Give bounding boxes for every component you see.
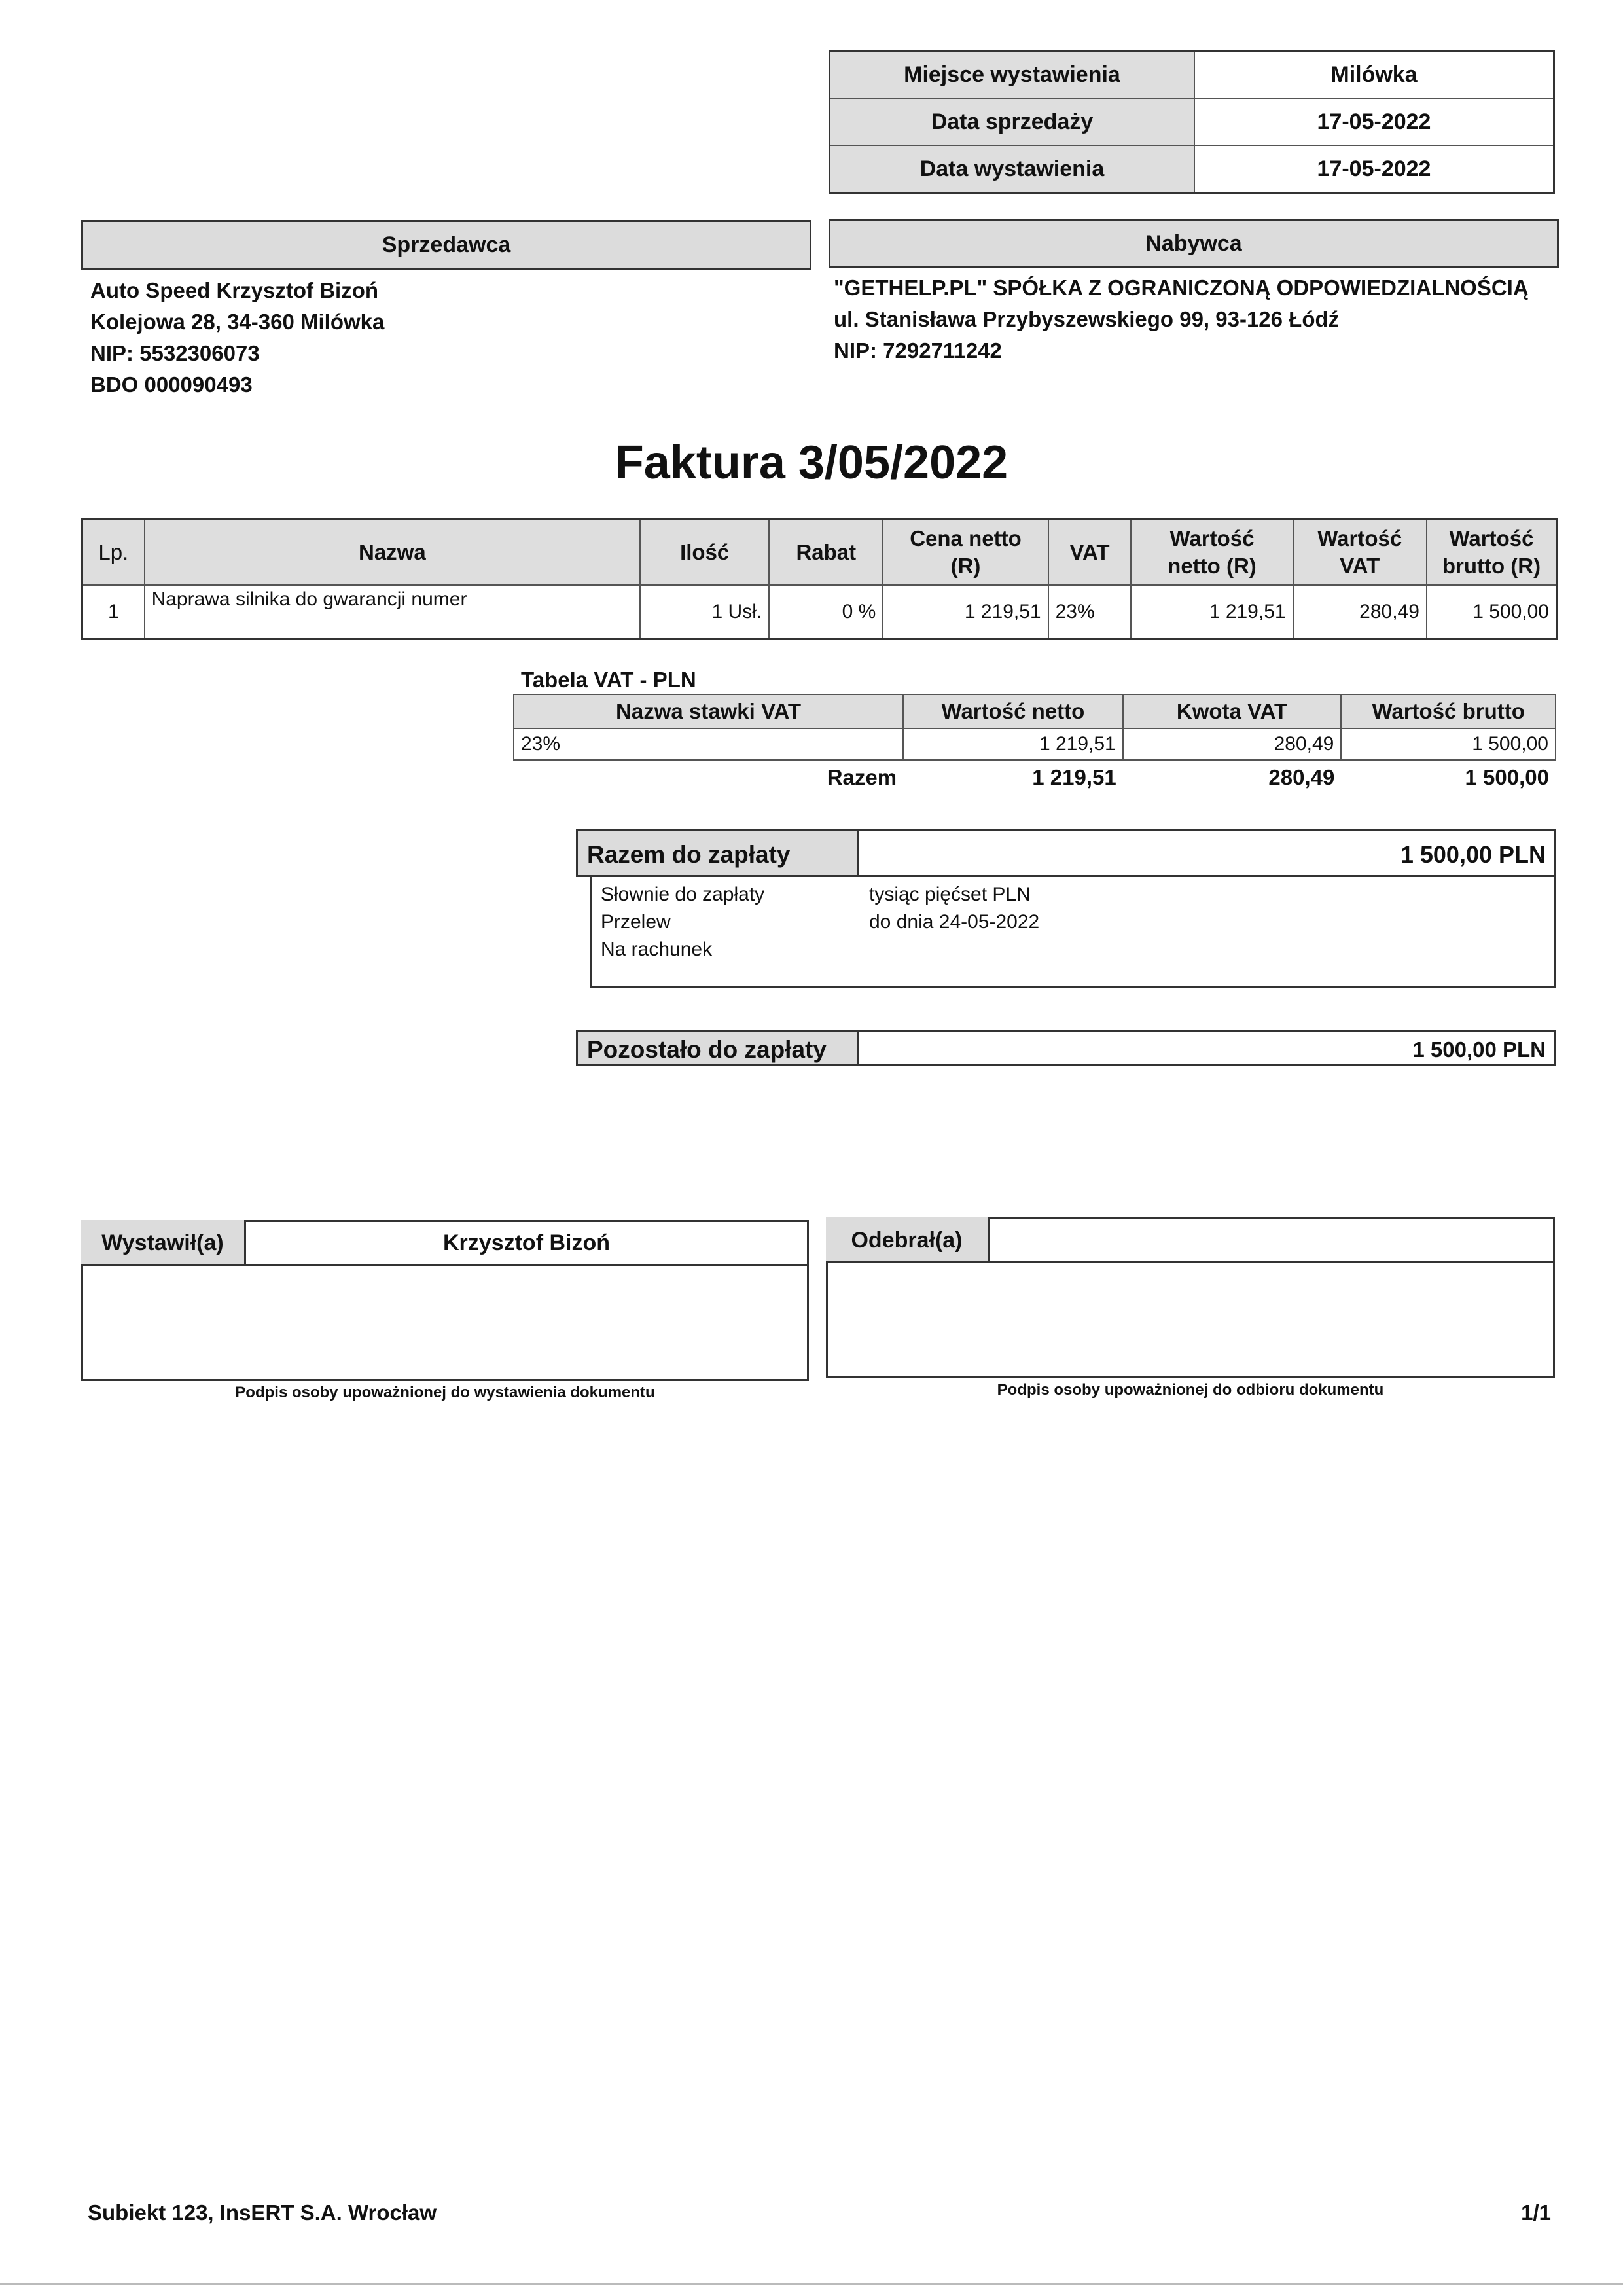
vat-total-net: 1 219,51 [1032,765,1116,789]
seller-name: Auto Speed Krzysztof Bizoń [90,278,379,302]
col-gross-line2: brutto (R) [1442,554,1541,578]
table-row [82,585,1557,639]
item-vat: 23% [1048,585,1132,639]
meta-row [830,145,1554,193]
buyer-name: "GETHELP.PL" SPÓŁKA Z OGRANICZONĄ ODPOWIEDZIALNOŚCIĄ [834,276,1529,300]
col-net-line2: netto (R) [1168,554,1257,578]
col-net [1131,520,1293,586]
item-qty: 1 Usł. [640,585,769,639]
remaining-amount: 1 500,00 PLN [857,1030,1556,1066]
col-gross [1427,520,1557,586]
item-lp: 1 [82,585,145,639]
vat-rate: 23% [514,728,903,760]
meta-label: Miejsce wystawienia [830,51,1195,99]
item-net: 1 219,51 [1131,585,1293,639]
meta-row [830,98,1554,145]
col-vat: VAT [1048,520,1132,586]
item-vat-value: 280,49 [1293,585,1427,639]
col-net-line1: Wartość [1169,526,1255,550]
col-price-line2: (R) [950,554,981,578]
seller-header: Sprzedawca [81,220,812,270]
seller-details [90,275,384,401]
vat-col-rate: Nazwa stawki VAT [514,694,903,728]
vat-col-net: Wartość netto [903,694,1123,728]
col-qty: Ilość [640,520,769,586]
payment-method-label: Przelew [601,911,671,933]
item-price: 1 219,51 [883,585,1048,639]
vat-total-vat: 280,49 [1268,765,1335,789]
receiver-name [988,1217,1555,1263]
buyer-header: Nabywca [829,219,1559,268]
payment-detail-values [869,881,1039,936]
items-table [81,518,1558,640]
meta-label: Data sprzedaży [830,98,1195,145]
item-name: Naprawa silnika do gwarancji numer [145,585,641,639]
item-gross: 1 500,00 [1427,585,1557,639]
vat-amount: 280,49 [1123,728,1342,760]
invoice-title: Faktura 3/05/2022 [615,437,1008,489]
col-price-line1: Cena netto [910,526,1022,550]
vat-header-row [514,694,1556,728]
seller-nip: NIP: 5532306073 [90,341,260,365]
remaining-label: Pozostało do zapłaty [576,1030,859,1066]
buyer-address: ul. Stanisława Przybyszewskiego 99, 93-126 Łódź [834,307,1340,331]
col-vat-value: Wartość VAT [1293,520,1427,586]
vat-table [513,694,1556,795]
vat-table-caption: Tabela VAT - PLN [521,668,696,692]
col-name: Nazwa [145,520,641,586]
meta-value: 17-05-2022 [1194,145,1554,193]
invoice-meta-table [829,50,1555,194]
vat-total-label: Razem [827,765,897,789]
vat-total-gross: 1 500,00 [1465,765,1549,789]
meta-value: Milówka [1194,51,1554,99]
meta-value: 17-05-2022 [1194,98,1554,145]
col-discount: Rabat [769,520,883,586]
payment-label: Razem do zapłaty [576,829,859,877]
payment-account-label: Na rachunek [601,939,713,960]
page-number: 1/1 [1521,2200,1551,2225]
vat-total-row [514,760,1556,795]
seller-bdo: BDO 000090493 [90,372,253,397]
buyer-details [834,272,1529,367]
item-discount: 0 % [769,585,883,639]
payment-words-value: tysiąc pięćset PLN [869,884,1031,905]
vat-gross: 1 500,00 [1341,728,1556,760]
payment-words-label: Słownie do zapłaty [601,884,765,905]
buyer-nip: NIP: 7292711242 [834,338,1002,363]
col-gross-line1: Wartość [1449,526,1534,550]
col-lp: Lp. [82,520,145,586]
vat-net: 1 219,51 [903,728,1123,760]
table-row [514,728,1556,760]
items-header-row [82,520,1557,586]
meta-label: Data wystawienia [830,145,1195,193]
issuer-name: Krzysztof Bizoń [244,1220,809,1266]
payment-amount: 1 500,00 PLN [857,829,1556,877]
receiver-note: Podpis osoby upoważnionej do odbioru dokumentu [997,1381,1384,1399]
footer-software: Subiekt 123, InsERT S.A. Wrocław [88,2200,437,2225]
seller-address: Kolejowa 28, 34-360 Milówka [90,310,385,334]
col-price [883,520,1048,586]
receiver-label: Odebrał(a) [826,1217,990,1263]
issuer-label: Wystawił(a) [81,1220,246,1266]
payment-due-date: do dnia 24-05-2022 [869,911,1040,933]
scan-edge-divider [0,2283,1623,2285]
vat-col-vat: Kwota VAT [1123,694,1342,728]
payment-detail-labels [601,881,764,963]
issuer-note: Podpis osoby upoważnionej do wystawienia dokumentu [235,1384,655,1401]
vat-col-gross: Wartość brutto [1341,694,1556,728]
meta-row [830,51,1554,99]
